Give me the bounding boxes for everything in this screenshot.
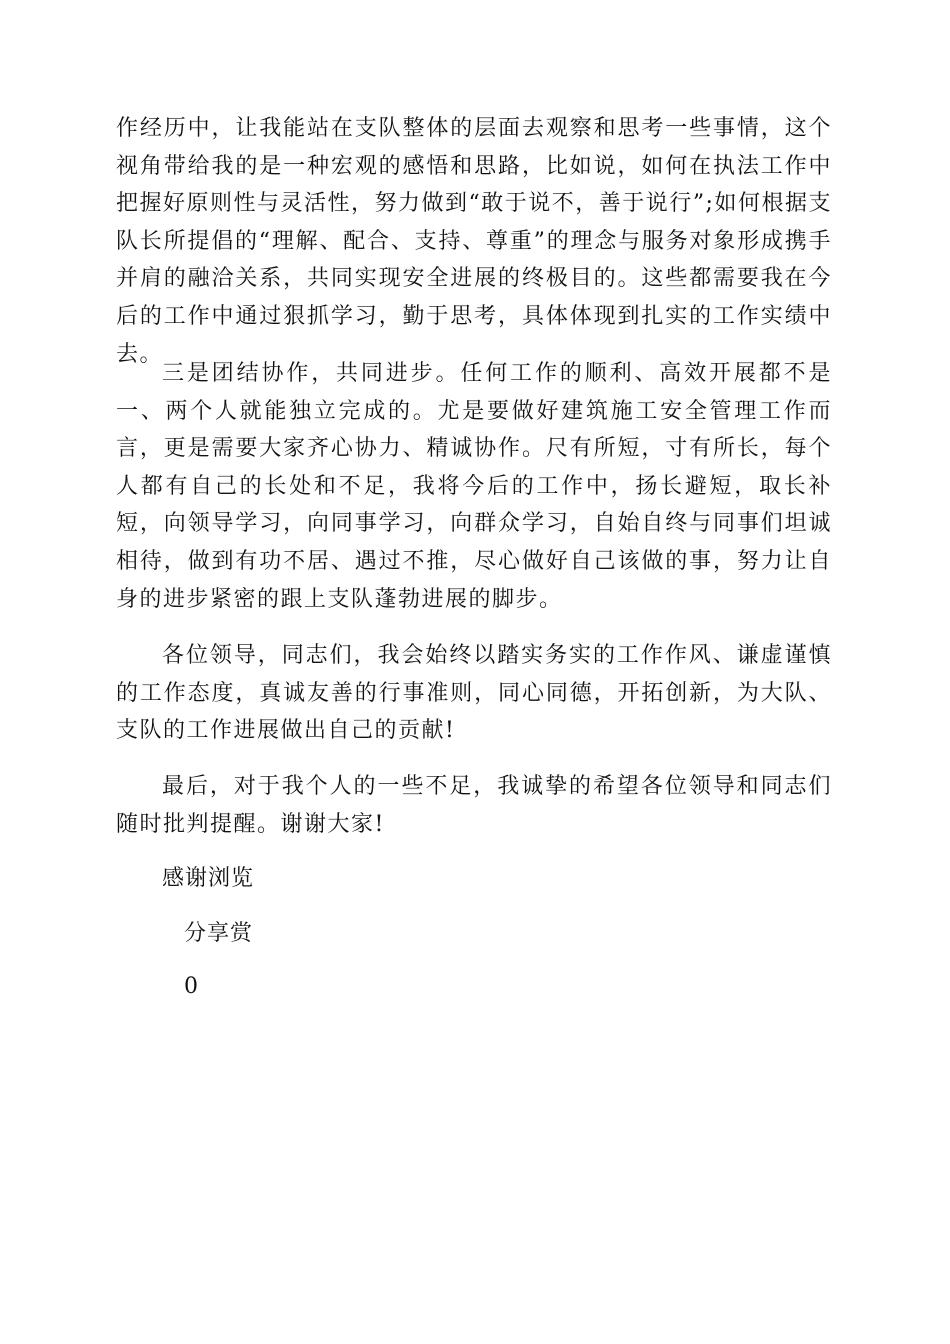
share-count: 0 xyxy=(184,974,199,999)
paragraph-4: 最后，对于我个人的一些不足，我诚挚的希望各位领导和同志们随时批判提醒。谢谢大家! xyxy=(116,774,832,837)
share-text[interactable]: 分享赏 xyxy=(184,921,254,946)
paragraph-1: 作经历中，让我能站在支队整体的层面去观察和思考一些事情，这个视角带给我的是一种宏观的感悟和思路，比如说，如何在执法工作中把握好原则性与灵活性，努力做到“敢于说不，善于说行”;如何根据支队长所提倡的“理解、配合、支持、尊重”的理念与服务对象形成携手并肩的融洽关系，共同实现安全进展的终极目的。这些都需要我在今后的工作中通过狠抓学习，勤于思考，具体体现到扎实的工作实绩中去。 xyxy=(116,116,832,367)
paragraph-3: 各位领导，同志们，我会始终以踏实务实的工作作风、谦虚谨慎的工作态度，真诚友善的行事准则，同心同德，开拓创新，为大队、支队的工作进展做出自己的贡献! xyxy=(116,643,832,744)
thanks-text: 感谢浏览 xyxy=(162,866,255,891)
paragraph-2: 三是团结协作，共同进步。任何工作的顺利、高效开展都不是一、两个人就能独立完成的。尤是要做好建筑施工安全管理工作而言，更是需要大家齐心协力、精诚协作。尺有所短，寸有所长，每个人都有自己的长处和不足，我将今后的工作中，扬长避短，取长补短，向领导学习，向同事学习，向群众学习，自始自终与同事们坦诚相待，做到有功不居、遇过不推，尽心做好自己该做的事，努力让自身的进步紧密的跟上支队蓬勃进展的脚步。 xyxy=(116,361,832,612)
